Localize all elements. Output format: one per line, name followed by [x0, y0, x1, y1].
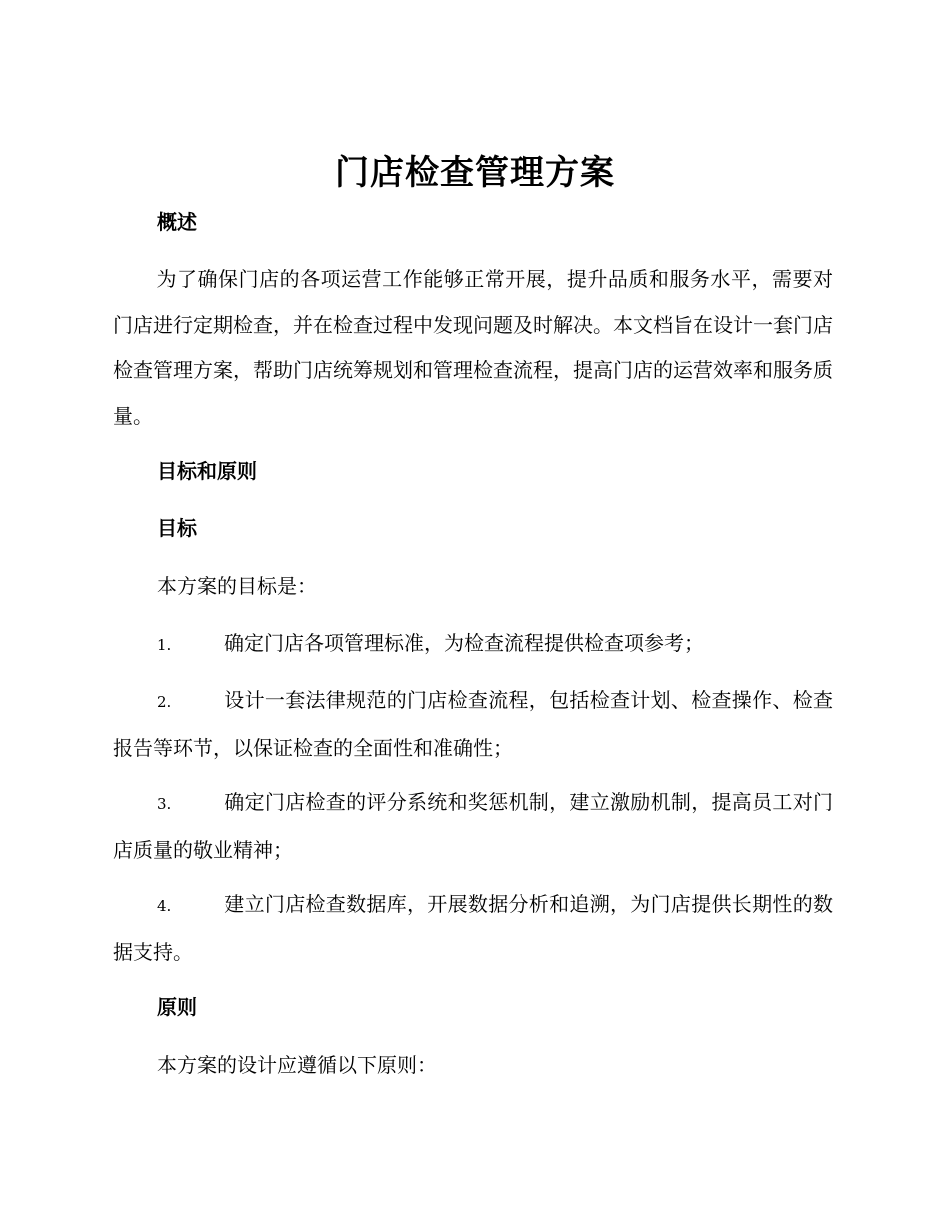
goal-item-4: [113, 882, 833, 975]
goal-item-text: 确定门店检查的评分系统和奖惩机制，建立激励机制，提高员工对门店质量的敬业精神；: [113, 790, 833, 862]
goals-intro: 本方案的目标是：: [157, 574, 317, 598]
goals-principles-heading: 目标和原则: [157, 459, 257, 483]
goal-item-number: 1.: [157, 636, 172, 654]
goals-heading: 目标: [157, 516, 197, 540]
goal-item-number: 4.: [157, 897, 172, 915]
overview-paragraph-text: 为了确保门店的各项运营工作能够正常开展，提升品质和服务水平，需要对门店进行定期检查，并在检查过程中发现问题及时解决。本文档旨在设计一套门店检查管理方案，帮助门店统筹规划和管理检查流程，提高门店的运营效率和服务质量。: [113, 267, 833, 428]
goal-item-2: [113, 678, 833, 771]
document-title: 门店检查管理方案: [335, 153, 615, 193]
overview-paragraph: [113, 257, 833, 439]
overview-heading: 概述: [157, 210, 197, 234]
goal-item-3: [113, 780, 833, 873]
goal-item-number: 3.: [157, 795, 172, 813]
goal-item-1: [113, 621, 833, 669]
goal-item-text: 设计一套法律规范的门店检查流程，包括检查计划、检查操作、检查报告等环节，以保证检查的全面性和准确性；: [113, 688, 833, 760]
goal-item-number: 2.: [157, 693, 172, 711]
principles-intro: 本方案的设计应遵循以下原则：: [157, 1053, 437, 1077]
goal-item-text: 确定门店各项管理标准，为检查流程提供检查项参考；: [224, 631, 704, 655]
goal-item-text: 建立门店检查数据库，开展数据分析和追溯，为门店提供长期性的数据支持。: [113, 892, 833, 964]
principles-heading: 原则: [157, 995, 197, 1019]
